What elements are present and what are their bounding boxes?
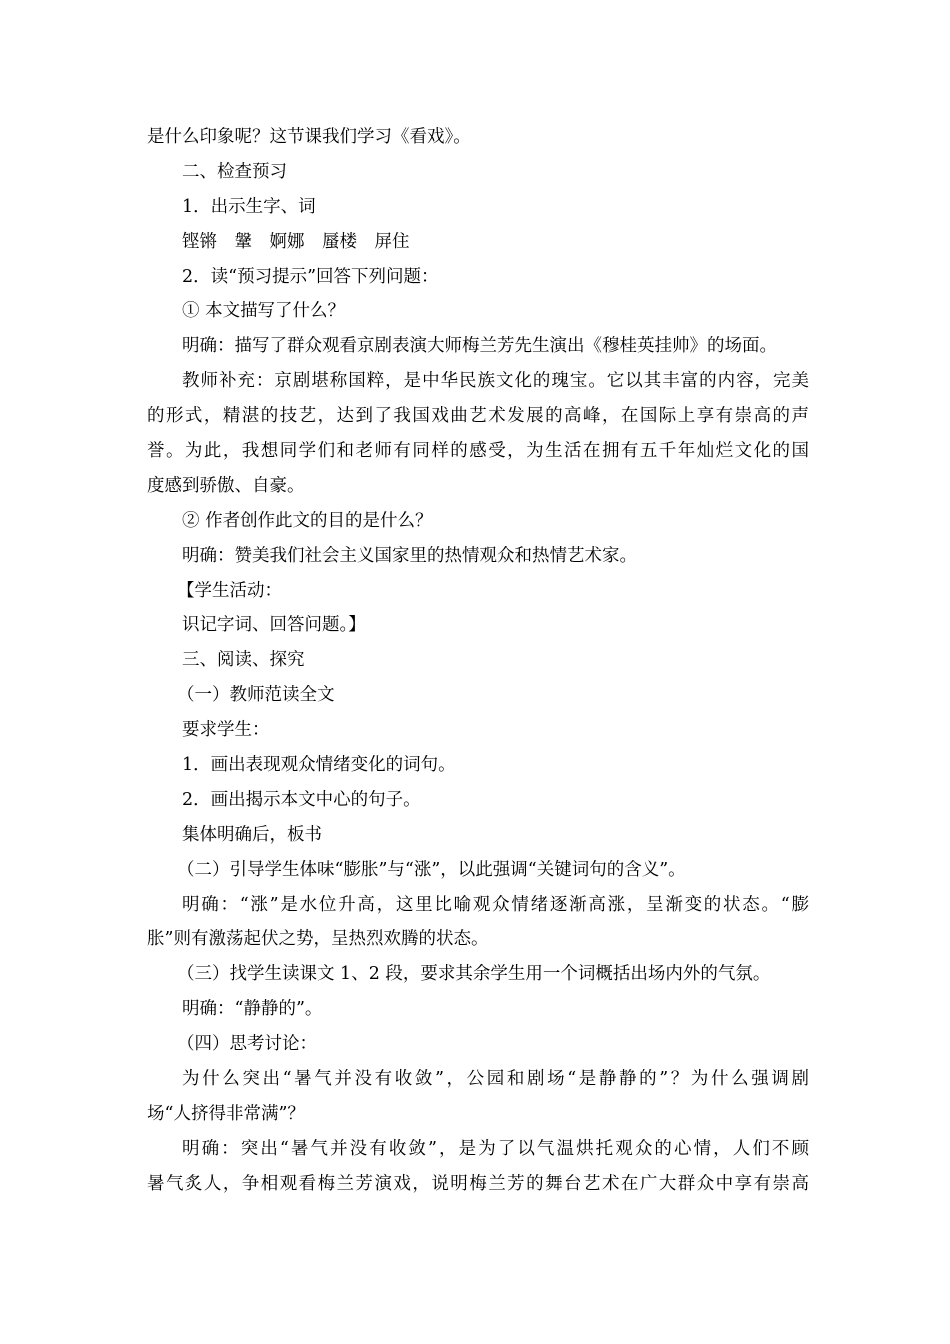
text-line: （一）教师范读全文 xyxy=(177,685,335,706)
text-line: 集体明确后，板书 xyxy=(182,824,322,845)
text-line: 暑气炙人，争相观看梅兰芳演戏，说明梅兰芳的舞台艺术在广大群众中享有崇高 xyxy=(147,1173,809,1194)
text-line: （三）找学生读课文 1、2 段，要求其余学生用一个词概括出场内外的气氛。 xyxy=(177,964,771,985)
text-line: 明确：描写了群众观看京剧表演大师梅兰芳先生演出《穆桂英挂帅》的场面。 xyxy=(182,336,777,357)
text-line: 为什么突出“暑气并没有收敛”，公园和剧场“是静静的”？为什么强调剧 xyxy=(182,1069,809,1090)
text-line: 【学生活动： xyxy=(177,580,282,601)
text-line: 明确：“静静的”。 xyxy=(182,999,323,1020)
text-line: （四）思考讨论： xyxy=(177,1034,317,1055)
text-line: 明确：突出“暑气并没有收敛”，是为了以气温烘托观众的心情，人们不顾 xyxy=(182,1138,809,1159)
text-line: 1．画出表现观众情绪变化的词句。 xyxy=(182,755,456,776)
text-line: 度感到骄傲、自豪。 xyxy=(147,475,305,496)
text-line: 要求学生： xyxy=(182,720,270,741)
text-line: 教师补充：京剧堪称国粹，是中华民族文化的瑰宝。它以其丰富的内容，完美 xyxy=(182,371,809,392)
text-line: 铿锵 鞶 婀娜 蜃楼 屏住 xyxy=(182,231,410,252)
text-line: 2．读“预习提示”回答下列问题： xyxy=(182,266,439,287)
text-line: 是什么印象呢？这节课我们学习《看戏》。 xyxy=(147,127,471,147)
text-line: 场“人挤得非常满”？ xyxy=(147,1103,305,1124)
document-body xyxy=(147,120,809,1202)
text-line: （二）引导学生体味“膨胀”与“涨”，以此强调“关键词句的含义”。 xyxy=(177,859,686,880)
text-line: ① 本文描写了什么？ xyxy=(182,301,346,322)
text-line: 1．出示生字、词 xyxy=(182,196,316,217)
text-line: 明确：“涨”是水位升高，这里比喻观众情绪逐渐高涨，呈渐变的状态。“膨 xyxy=(182,894,809,915)
text-line: 识记字词、回答问题。】 xyxy=(182,615,366,636)
text-line: 誉。为此，我想同学们和老师有同样的感受，为生活在拥有五千年灿烂文化的国 xyxy=(147,441,809,462)
text-line: 三、阅读、探究 xyxy=(182,650,305,671)
text-line: 明确：赞美我们社会主义国家里的热情观众和热情艺术家。 xyxy=(182,545,637,566)
text-line: 的形式，精湛的技艺，达到了我国戏曲艺术发展的高峰，在国际上享有崇高的声 xyxy=(147,406,809,427)
text-line: 二、检查预习 xyxy=(182,161,287,182)
text-line: 2．画出揭示本文中心的句子。 xyxy=(182,789,421,810)
text-line: 胀”则有激荡起伏之势，呈热烈欢腾的状态。 xyxy=(147,929,489,950)
text-line: ② 作者创作此文的目的是什么？ xyxy=(182,510,433,531)
